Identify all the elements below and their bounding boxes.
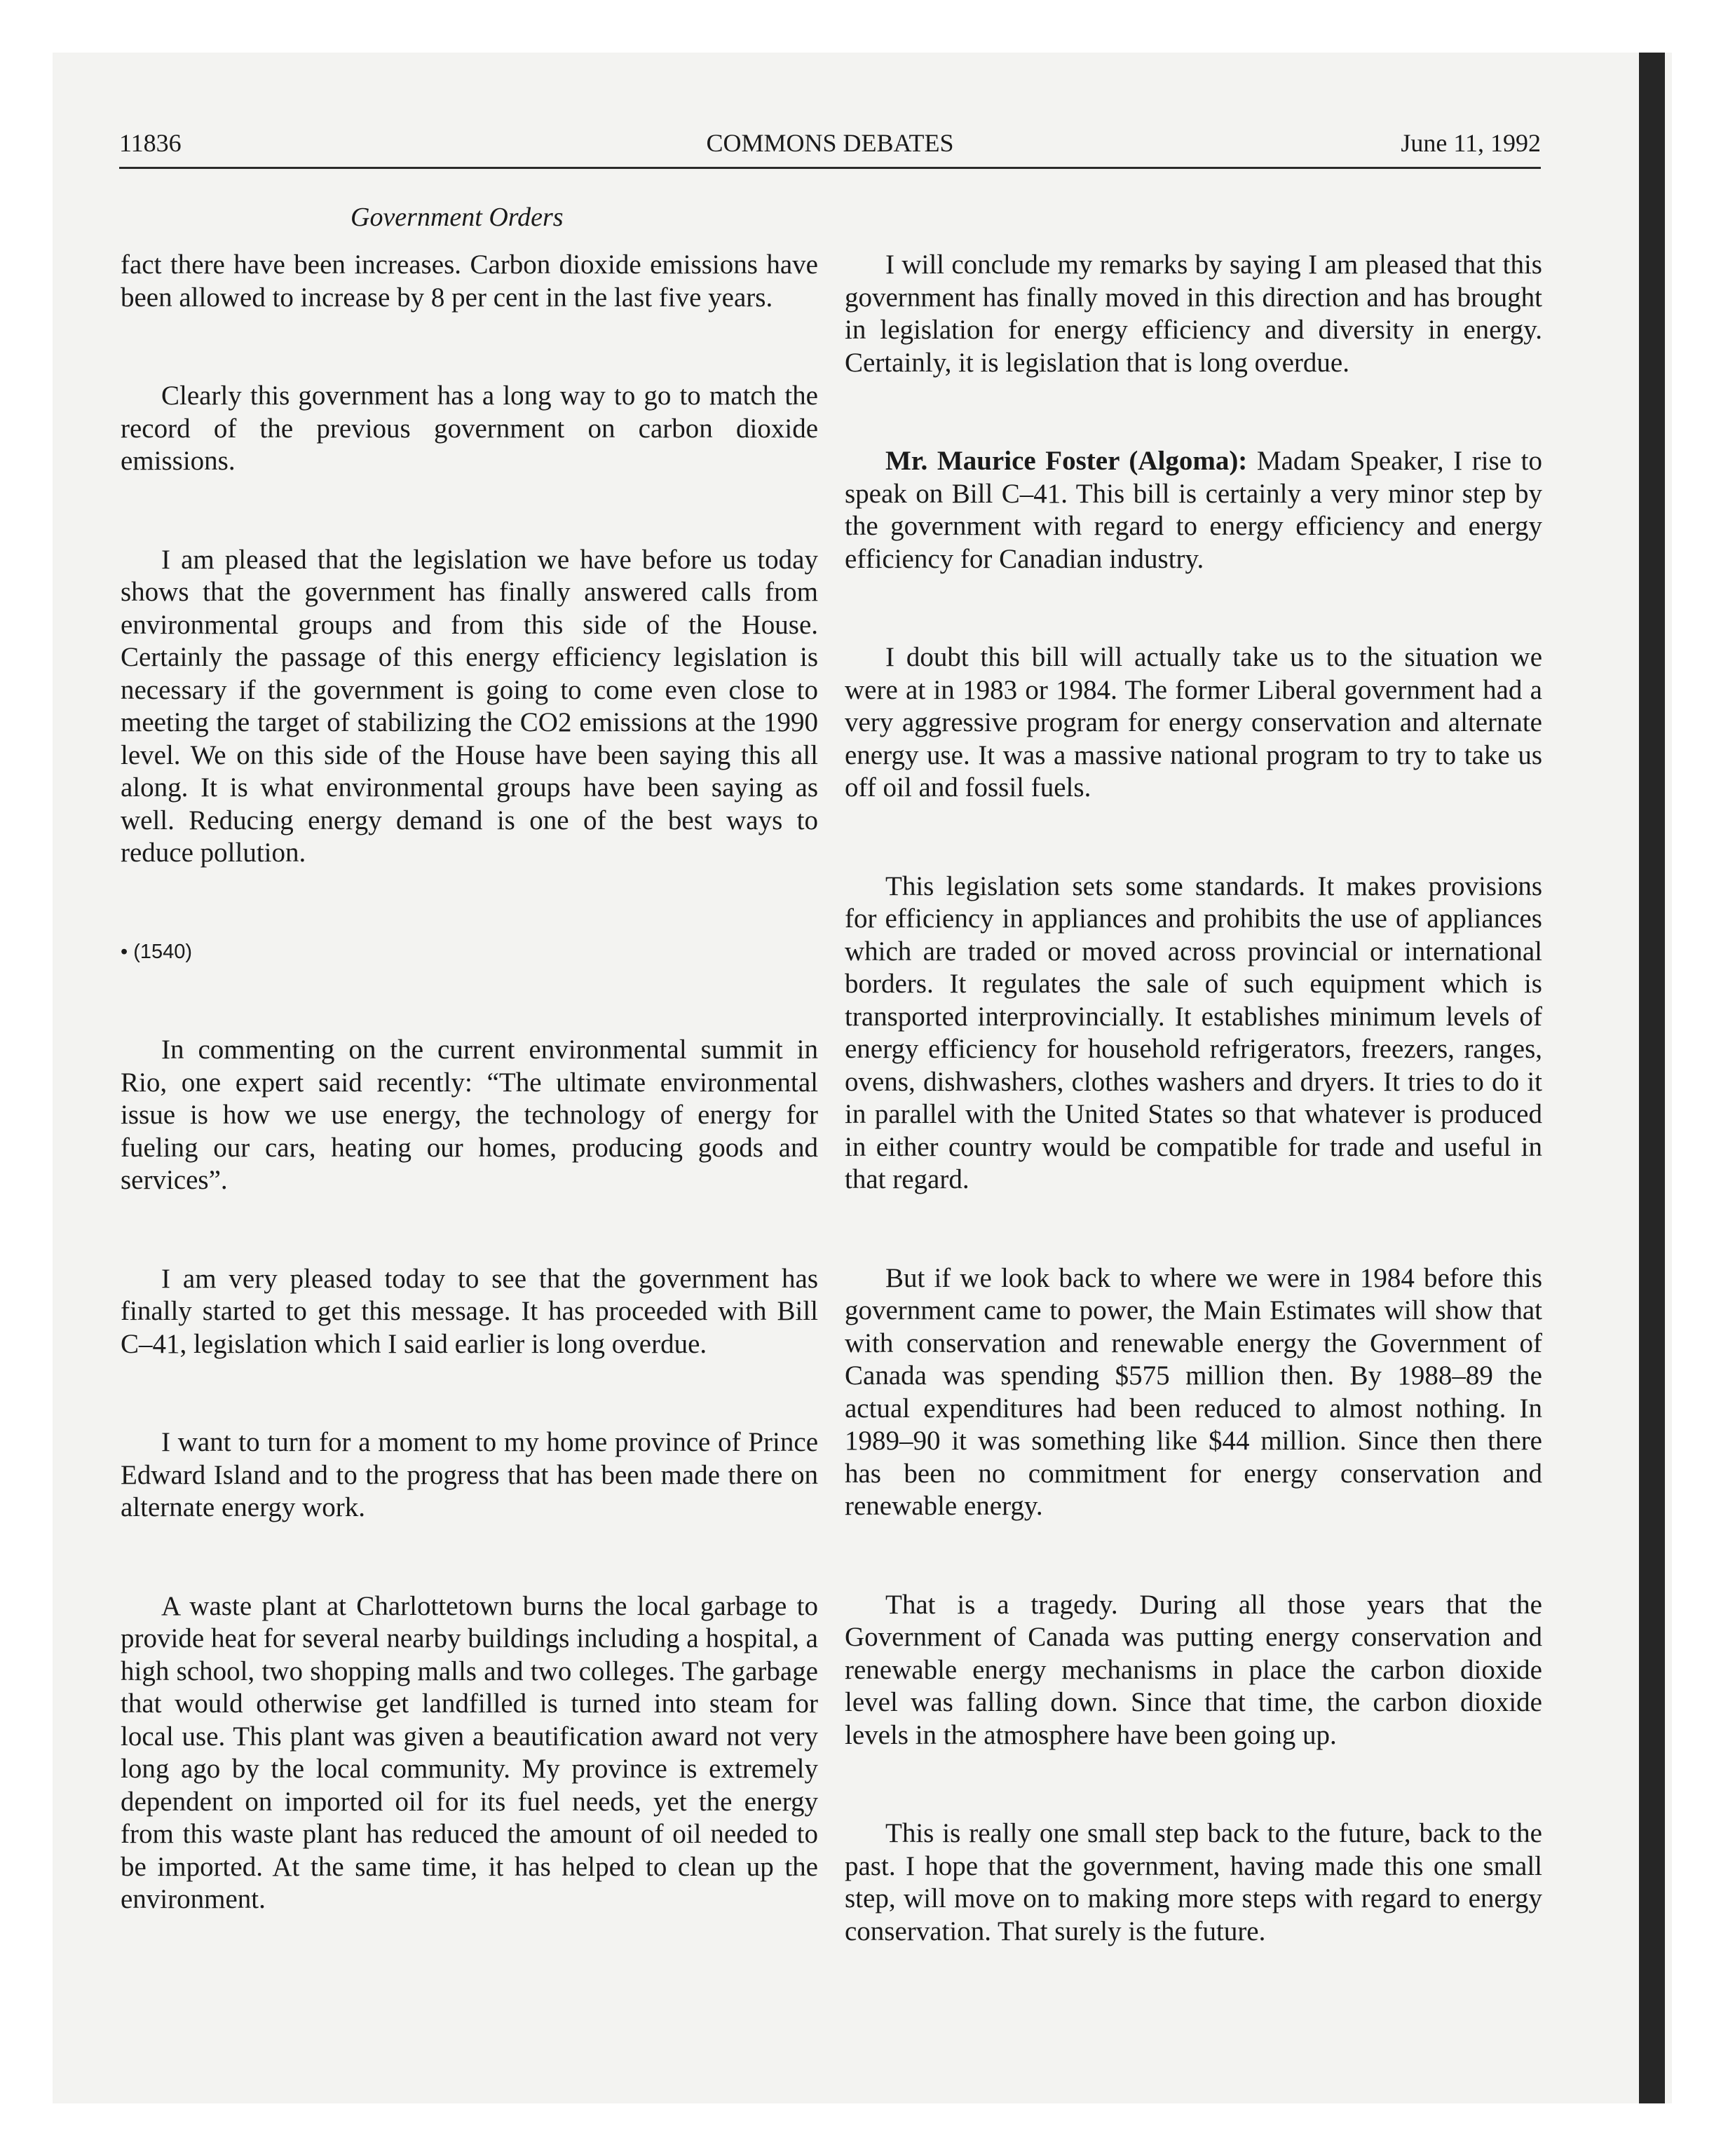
paragraph (845, 445, 1542, 575)
paragraph: I am pleased that the legislation we have before us today shows that the government has finally answered calls from environmental groups and from this side of the House. Certainly the passage of this energy efficiency legislation is necessary if the government is going to come even close to meeting the target of stabilizing the CO2 emissions at the 1990 level. We on this side of the House have been saying this all along. It is what environmental groups have been saying as well. Reducing energy demand is one of the best ways to reduce pollution. (121, 544, 818, 868)
paragraph: I am very pleased today to see that the government has finally started to get this message. It has proceeded with Bill C–41, legislation which I said earlier is long overdue. (121, 1263, 818, 1359)
page-header (119, 125, 1541, 167)
speech-text: Madam Speaker, I rise to speak on Bill C–41. This bill is certainly a very minor step by the government with regard to energy efficiency and energy efficiency for Canadian industry. (845, 446, 1542, 574)
paragraph: Clearly this government has a long way to go to match the record of the previous government on carbon dioxide emissions. (121, 381, 818, 476)
left-column (121, 249, 818, 1982)
right-column (845, 249, 1542, 2014)
paragraph: A waste plant at Charlottetown burns the local garbage to provide heat for several nearby buildings including a hospital, a high school, two shopping malls and two colleges. The garbage that would otherwise get landfilled is turned into steam for local use. This plant was given a beautification award not very long ago by the local community. My province is extremely dependent on imported oil for its fuel needs, yet the energy from this waste plant has reduced the amount of oil needed to be imported. At the same time, it has helped to clean up the environment. (121, 1590, 818, 1914)
paragraph: In commenting on the current environmental summit in Rio, one expert said recently: “The ultimate environmental issue is how we use energy, the technology of energy for fueling our cars, heating our homes, producing goods and services”. (121, 1035, 818, 1195)
paragraph: That is a tragedy. During all those years that the Government of Canada was putting energy conservation and renewable energy mechanisms in place the carbon dioxide level was falling down. Since that time, the carbon dioxide levels in the atmosphere have been going up. (845, 1589, 1542, 1750)
paragraph: fact there have been increases. Carbon dioxide emissions have been allowed to increase by 8 per cent in the last five years. (121, 250, 818, 313)
paragraph: I want to turn for a moment to my home province of Prince Edward Island and to the progress that has been made there on alternate energy work. (121, 1427, 818, 1522)
speaker-name: Mr. Maurice Foster (Algoma): (885, 446, 1248, 476)
section-title: Government Orders (351, 203, 564, 232)
paragraph: This legislation sets some standards. It makes provisions for efficiency in appliances and prohibits the use of appliances which are traded or moved across provincial or international borders. It regulates the sale of such equipment which is transported interprovincially. It establishes minimum levels of energy efficiency for household refrigerators, freezers, ranges, ovens, dishwashers, clothes washers and dryers. It tries to do it in parallel with the United States so that whatever is produced in either country would be compatible for trade and useful in that regard. (845, 871, 1542, 1194)
paragraph: This is really one small step back to the future, back to the past. I hope that the government, having made this one small step, will move on to making more steps with regard to energy conservation. That surely is the future. (845, 1818, 1542, 1946)
scan-edge-shadow (1639, 53, 1665, 2103)
paragraph: I doubt this bill will actually take us to the situation we were at in 1983 or 1984. The former Liberal government had a very aggressive program for energy conservation and alternate energy use. It was a massive national program to try to take us off oil and fossil fuels. (845, 642, 1542, 803)
journal-title: COMMONS DEBATES (706, 129, 954, 157)
header-rule (119, 167, 1541, 169)
paragraph: I will conclude my remarks by saying I am pleased that this government has finally moved in this direction and has brought in legislation for energy efficiency and diversity in energy. Certainly, it is legislation that is long overdue. (845, 250, 1542, 378)
page-number: 11836 (119, 129, 182, 157)
time-marker: • (1540) (121, 940, 193, 963)
publication-date: June 11, 1992 (1401, 129, 1541, 157)
paragraph: But if we look back to where we were in 1984 before this government came to power, the Main Estimates will show that with conservation and renewable energy the Government of Canada was spending $575 million then. By 1988–89 the actual expenditures had been reduced to almost nothing. In 1989–90 it was something like $44 million. Since then there has been no commitment for energy conservation and renewable energy. (845, 1262, 1542, 1521)
